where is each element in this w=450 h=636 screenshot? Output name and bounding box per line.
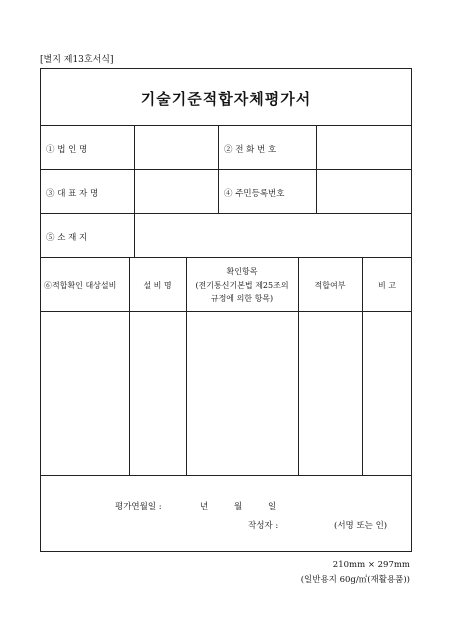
rule-table-bottom xyxy=(40,475,412,476)
form-label: [별지 제13호서식] xyxy=(40,55,114,65)
field-label-phone: ② 전 화 번 호 xyxy=(224,145,277,155)
header-conformity: 적합여부 xyxy=(314,281,346,290)
rule-table-header xyxy=(40,311,412,312)
field-label-rep-name: ③ 대 표 자 명 xyxy=(46,189,99,199)
rule-row-3 xyxy=(40,257,412,258)
rule-below-title xyxy=(40,125,412,126)
header-check-items-1: 확인항목 xyxy=(226,267,258,276)
eval-date-month: 월 xyxy=(234,502,243,512)
vrule-info-a xyxy=(134,125,135,213)
rule-row-2 xyxy=(40,213,412,214)
vrule-info-c xyxy=(316,125,317,213)
header-target-equipment: ⑥적합확인 대상설비 xyxy=(44,281,117,290)
rule-row-1 xyxy=(40,169,412,170)
eval-date-day: 일 xyxy=(268,502,277,512)
header-equipment-name: 설 비 명 xyxy=(143,281,172,290)
field-label-corp-name: ① 법 인 명 xyxy=(46,145,88,155)
eval-date-year: 년 xyxy=(200,502,209,512)
form-frame xyxy=(40,68,412,552)
sign-note: (서명 또는 인) xyxy=(334,521,388,531)
header-remarks: 비 고 xyxy=(378,281,396,290)
vrule-address xyxy=(134,213,135,257)
form-title: 기술기준적합자체평가서 xyxy=(140,90,312,108)
paper-size: 210mm × 297mm xyxy=(332,560,410,570)
author-label: 작성자 : xyxy=(248,521,279,531)
field-label-reg-no: ④ 주민등록번호 xyxy=(224,189,285,199)
header-check-items-2: (전기통신기본법 제25조의 xyxy=(195,281,289,290)
header-check-items-3: 규정에 의한 항목) xyxy=(210,294,274,303)
field-label-address: ⑤ 소 재 지 xyxy=(46,233,88,243)
vrule-info-b xyxy=(218,125,219,213)
eval-date-label: 평가연월일 : xyxy=(115,502,162,512)
paper-type: (일반용지 60g/㎡(재활용품)) xyxy=(300,575,410,585)
